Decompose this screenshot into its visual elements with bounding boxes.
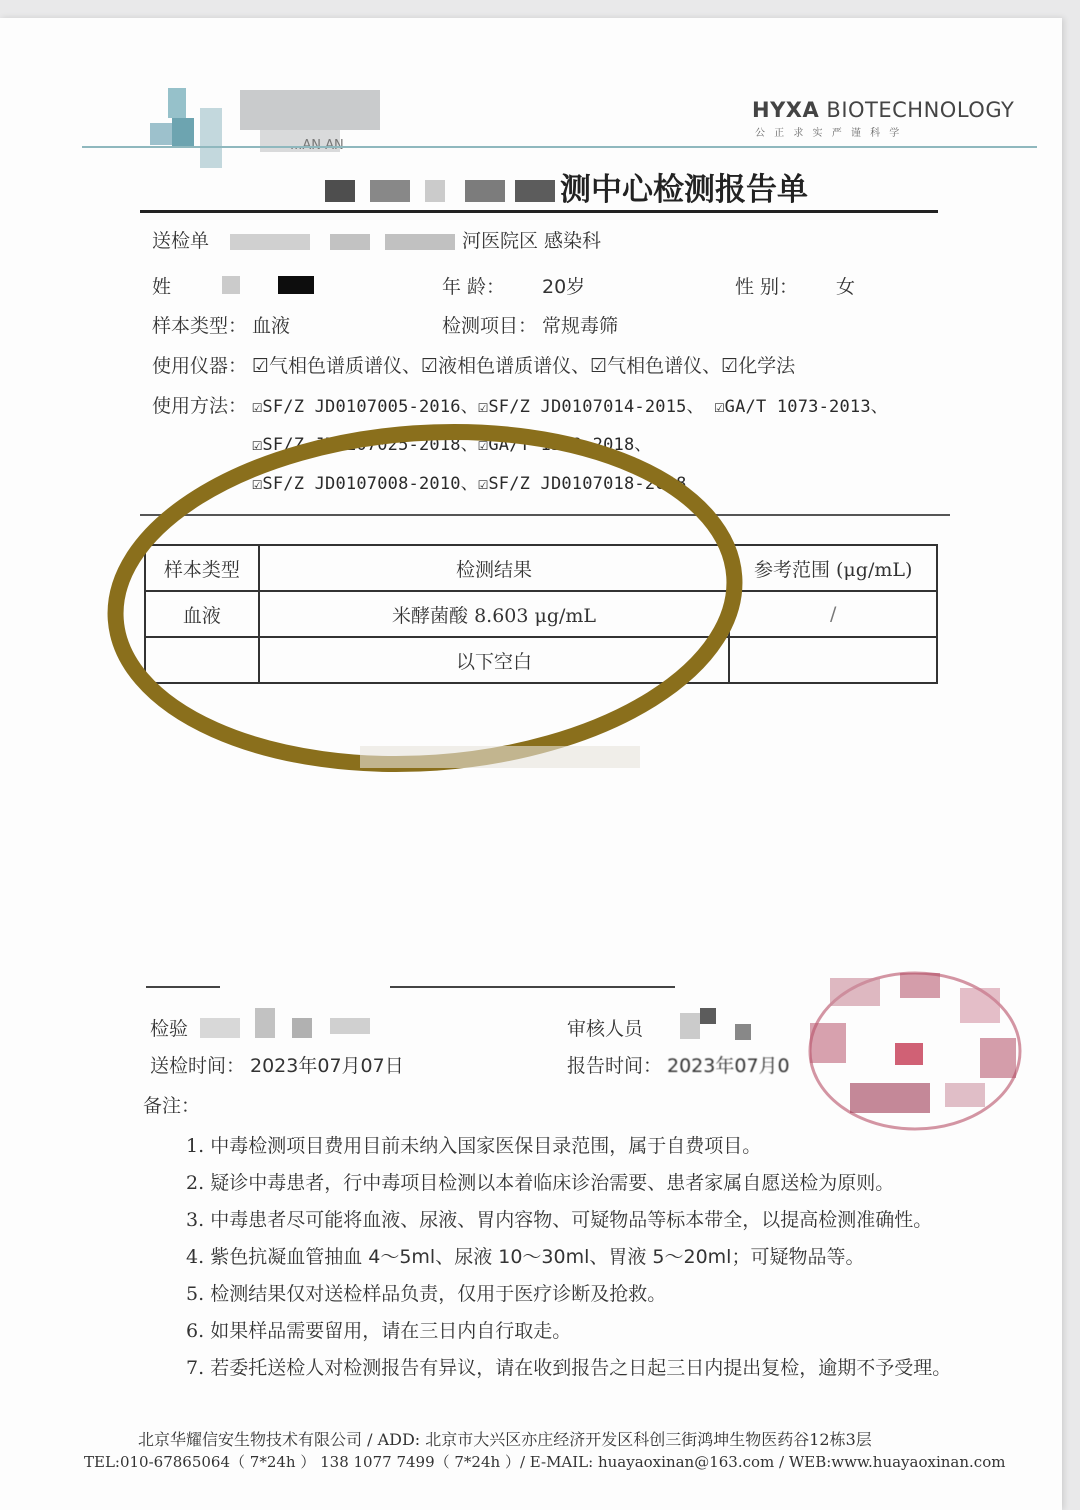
method-line: ☑SF/Z JD0107008-2010、☑SF/Z JD0107018-2018 [252, 474, 687, 494]
note-text: 紫色抗凝血管抽血 4～5ml、尿液 10～30ml、胃液 5～20ml；可疑物品等。 [210, 1246, 865, 1268]
note-text: 检测结果仅对送检样品负责，仅用于医疗诊断及抢救。 [210, 1283, 667, 1305]
report-time-value: 2023年07月0 [667, 1055, 790, 1077]
note-item: 4. 紫色抗凝血管抽血 4～5ml、尿液 10～30ml、胃液 5～20ml；可疑物品等。 [186, 1246, 865, 1268]
cell-reference-range: / [729, 591, 937, 637]
note-text: 中毒患者尽可能将血液、尿液、胃内容物、可疑物品等标本带全，以提高检测准确性。 [210, 1209, 933, 1231]
report-page [0, 18, 1062, 1510]
brand-motto: 公 正 求 实 严 谨 科 学 [755, 128, 903, 139]
reviewer-label: 审核人员 [567, 1018, 644, 1040]
send-time-value: 2023年07月07日 [250, 1055, 404, 1077]
brand-name-bold: HYXA [752, 98, 820, 122]
inspector-label: 检验 [150, 1018, 189, 1040]
instrument-value: ☑气相色谱质谱仪、☑液相色谱质谱仪、☑气相色谱仪、☑化学法 [252, 355, 796, 377]
header-reference-range: 参考范围 (μg/mL) [729, 545, 937, 591]
sender-value: 河医院区 感染科 [462, 230, 602, 252]
cell-sample-type: 血液 [145, 591, 259, 637]
method-label: 使用方法： [152, 395, 248, 417]
note-text: 疑诊中毒患者，行中毒项目检测以本着临床诊治需要、患者家属自愿送检为原则。 [210, 1172, 895, 1194]
report-time-label: 报告时间： [567, 1055, 663, 1077]
header-sample-type: 样本类型 [145, 545, 259, 591]
cell-result: 以下空白 [259, 637, 730, 683]
age-value: 20岁 [542, 276, 586, 298]
note-item: 7. 若委托送检人对检测报告有异议，请在收到报告之日起三日内提出复检，逾期不予受理。 [186, 1357, 952, 1379]
signature-rule [146, 986, 220, 988]
brand-name-rest: BIOTECHNOLOGY [826, 98, 1015, 122]
report-title: 测中心检测报告单 [560, 172, 808, 208]
test-item-label: 检测项目： [442, 315, 538, 337]
official-stamp [800, 963, 1030, 1143]
sender-label: 送检单 [152, 230, 210, 252]
note-item: 5. 检测结果仅对送检样品负责，仅用于医疗诊断及抢救。 [186, 1283, 667, 1305]
name-label: 姓 [152, 276, 172, 298]
signature-rule [390, 986, 675, 988]
sex-value: 女 [836, 276, 856, 298]
header-result: 检测结果 [259, 545, 730, 591]
sample-type-value: 血液 [252, 315, 291, 337]
footer-contact: TEL:010-67865064（ 7*24h ） 138 1077 7499（ 7*24h ）/ E-MAIL: huayaoxinan@163.com / WEB:www.huayaoxinan.com [84, 1453, 1006, 1471]
sex-label: 性 别： [735, 276, 799, 298]
note-text: 如果样品需要留用，请在三日内自行取走。 [210, 1320, 572, 1342]
note-text: 若委托送检人对检测报告有异议，请在收到报告之日起三日内提出复检，逾期不予受理。 [210, 1357, 952, 1379]
note-item: 2. 疑诊中毒患者，行中毒项目检测以本着临床诊治需要、患者家属自愿送检为原则。 [186, 1172, 895, 1194]
note-item: 3. 中毒患者尽可能将血液、尿液、胃内容物、可疑物品等标本带全，以提高检测准确性。 [186, 1209, 933, 1231]
logo-subtext: ...AN AN [290, 138, 344, 153]
note-item: 6. 如果样品需要留用，请在三日内自行取走。 [186, 1320, 572, 1342]
footer-address: 北京华耀信安生物技术有限公司 / ADD: 北京市大兴区亦庄经济开发区科创三街鸿坤生物医药谷12栋3层 [138, 1430, 872, 1449]
sample-type-label: 样本类型： [152, 315, 248, 337]
instrument-label: 使用仪器： [152, 355, 248, 377]
note-text: 中毒检测项目费用目前未纳入国家医保目录范围，属于自费项目。 [210, 1135, 762, 1157]
cell-result: 米酵菌酸 8.603 μg/mL [259, 591, 730, 637]
note-item: 1. 中毒检测项目费用目前未纳入国家医保目录范围，属于自费项目。 [186, 1135, 762, 1157]
highlight-ellipse [0, 18, 1062, 818]
test-item-value: 常规毒筛 [542, 315, 619, 337]
method-line: ☑SF/Z JD0107025-2018、☑GA/T 1530-2018、 [252, 435, 652, 455]
method-line: ☑SF/Z JD0107005-2016、☑SF/Z JD0107014-2015、 ☑GA/T 1073-2013、 [252, 397, 888, 417]
notes-title: 备注： [143, 1095, 201, 1117]
send-time-label: 送检时间： [150, 1055, 246, 1077]
age-label: 年 龄： [442, 276, 506, 298]
